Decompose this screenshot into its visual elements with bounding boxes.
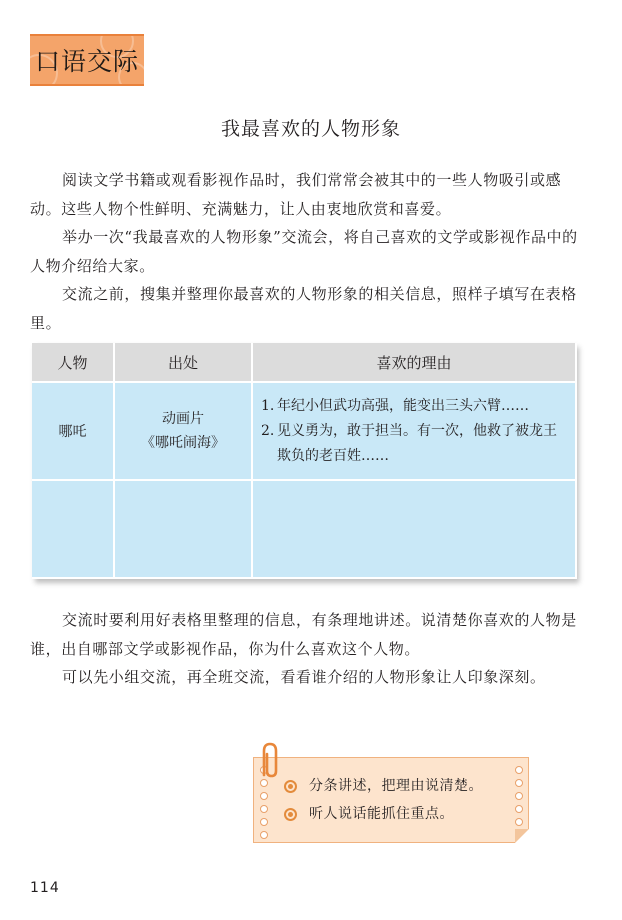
reason-number: 2.: [261, 422, 275, 439]
tip-item: [284, 800, 483, 828]
intro-paragraph-3: 交流之前，搜集并整理你最喜欢的人物形象的相关信息，照样子填写在表格里。: [30, 285, 577, 332]
page-fold-corner: [515, 829, 529, 843]
empty-cell-source[interactable]: [114, 480, 252, 578]
exchange-paragraph-1: 交流时要利用好表格里整理的信息，有条理地讲述。说清楚你喜欢的人物是谁，出自哪部文学或影视作品，你为什么喜欢这个人物。: [30, 611, 577, 658]
cell-reasons: [252, 382, 576, 480]
table-row: [32, 382, 576, 480]
section-tag: [30, 34, 144, 86]
header-character: 人物: [32, 343, 114, 382]
reason-text: 见义勇为，敢于担当。有一次，他救了被龙王欺负的老百姓……: [277, 422, 557, 464]
intro-paragraph-2: 举办一次“我最喜欢的人物形象”交流会，将自己喜欢的文学或影视作品中的人物介绍给大家。: [30, 228, 578, 275]
empty-cell-character[interactable]: [32, 480, 114, 578]
character-table: [32, 343, 576, 579]
bullet-icon: [284, 808, 297, 821]
exchange-paragraph-2: 可以先小组交流，再全班交流，看看谁介绍的人物形象让人印象深刻。: [62, 668, 546, 686]
cell-source: [114, 382, 252, 480]
tip-item: [284, 772, 483, 800]
source-title: 《哪吒闹海》: [141, 435, 225, 451]
cell-character: 哪吒: [32, 382, 114, 480]
section-label: 口语交际: [34, 47, 139, 76]
source-type: 动画片: [162, 411, 204, 427]
header-reasons: 喜欢的理由: [252, 343, 576, 382]
page-number: 114: [30, 880, 60, 896]
reason-item: [261, 394, 567, 419]
tip-text: 分条讲述，把理由说清楚。: [309, 778, 483, 794]
tip-note: [253, 757, 529, 843]
empty-cell-reasons[interactable]: [252, 480, 576, 578]
reason-number: 1.: [261, 397, 275, 414]
paperclip-icon: [256, 741, 284, 781]
table-header-row: [32, 343, 576, 382]
table-row-empty: [32, 480, 576, 578]
intro-paragraph-1: 阅读文学书籍或观看影视作品时，我们常常会被其中的一些人物吸引或感动。这些人物个性鲜明、充满魅力，让人由衷地欣赏和喜爱。: [30, 171, 562, 218]
lesson-title: 我最喜欢的人物形象: [220, 118, 401, 140]
header-source: 出处: [114, 343, 252, 382]
tip-text: 听人说话能抓住重点。: [309, 806, 454, 822]
reason-text: 年纪小但武功高强，能变出三头六臂……: [277, 397, 529, 414]
bullet-icon: [284, 780, 297, 793]
reason-item: [261, 419, 567, 469]
